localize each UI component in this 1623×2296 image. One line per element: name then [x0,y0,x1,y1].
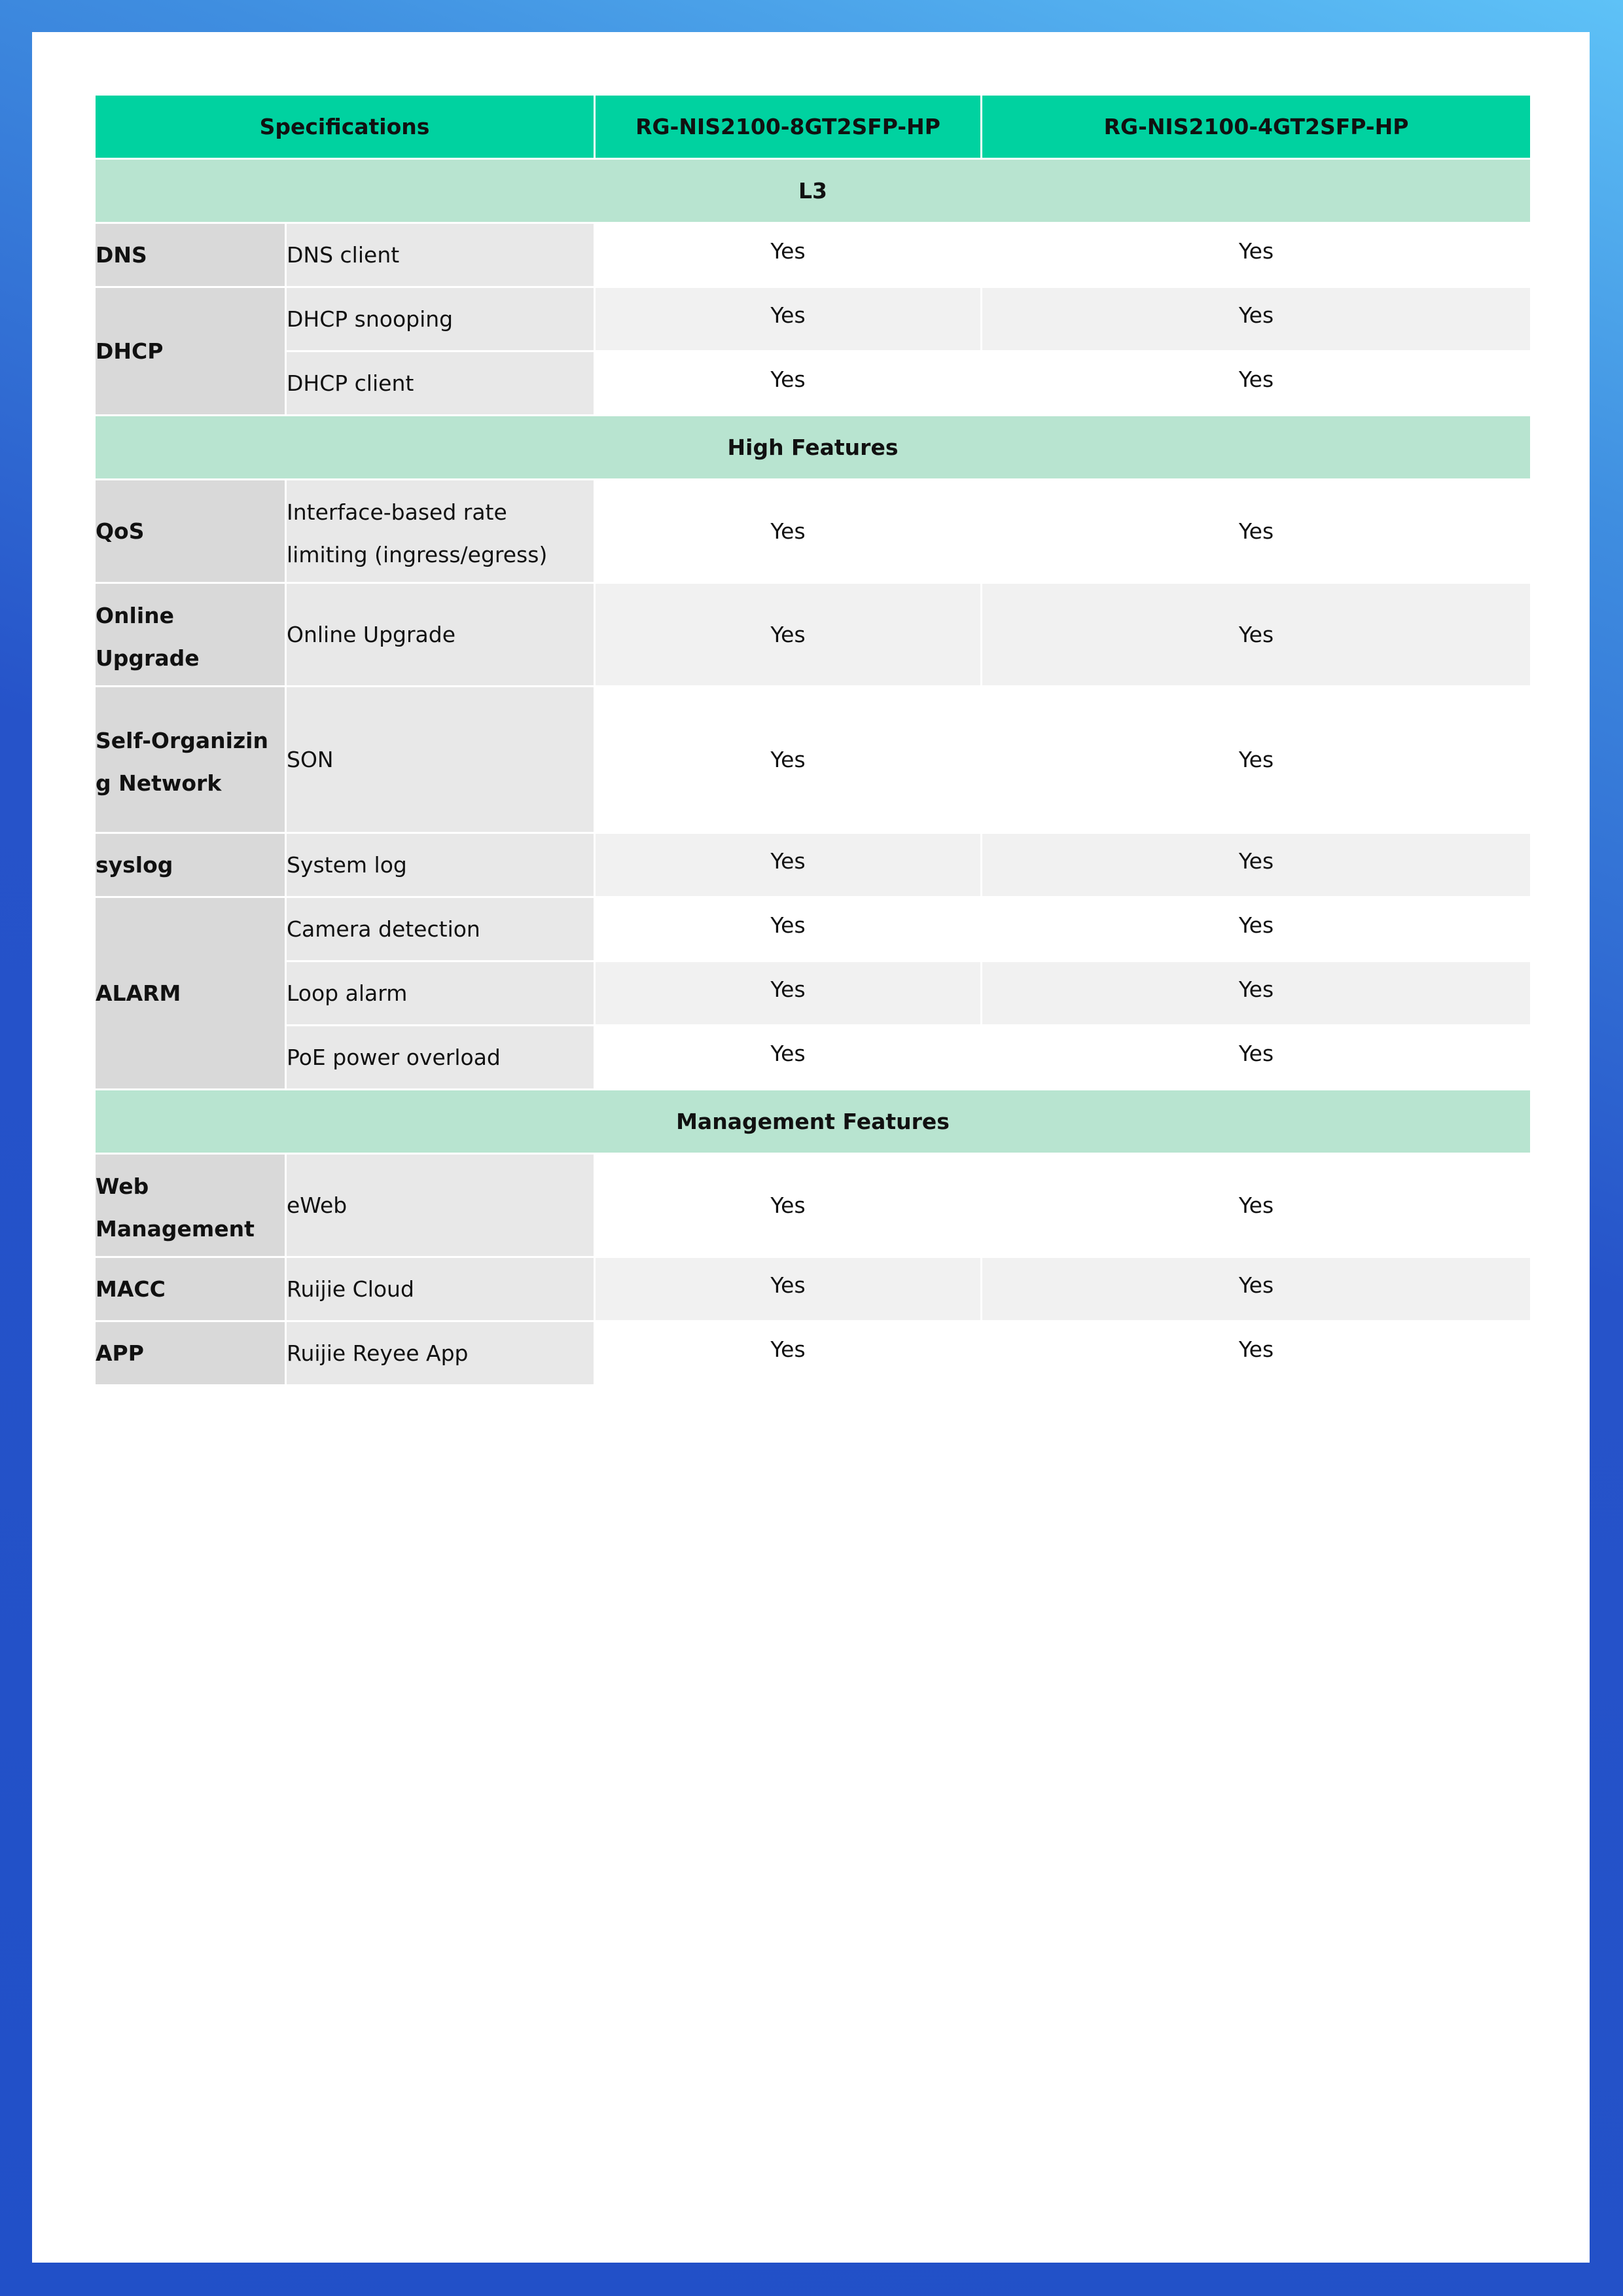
row-value-model-b: Yes [982,897,1531,961]
row-category: syslog [95,833,286,897]
section-title-management-features: Management Features [95,1090,1531,1154]
section-row [95,159,1531,223]
row-value-model-b: Yes [982,223,1531,287]
table-row [95,687,1531,833]
row-value-model-b: Yes [982,1026,1531,1090]
table-row [95,287,1531,351]
row-value-model-a: Yes [595,480,982,583]
row-value-model-b: Yes [982,1257,1531,1321]
row-feature: PoE power overload [286,1026,595,1090]
table-row [95,833,1531,897]
table-row [95,1321,1531,1386]
table-row [95,1257,1531,1321]
row-category: MACC [95,1257,286,1321]
row-value-model-b: Yes [982,351,1531,416]
section-row [95,416,1531,480]
table-row [95,1026,1531,1090]
row-feature: eWeb [286,1154,595,1257]
row-category: DHCP [95,287,286,416]
table-row [95,1154,1531,1257]
table-row [95,351,1531,416]
row-value-model-a: Yes [595,687,982,833]
row-category: APP [95,1321,286,1386]
row-category: Web Management [95,1154,286,1257]
row-category: ALARM [95,897,286,1090]
row-feature: Camera detection [286,897,595,961]
section-title-l3: L3 [95,159,1531,223]
row-feature: DHCP snooping [286,287,595,351]
row-value-model-a: Yes [595,1026,982,1090]
table-header-row [95,95,1531,159]
row-feature: SON [286,687,595,833]
row-value-model-a: Yes [595,961,982,1026]
row-category: DNS [95,223,286,287]
row-value-model-a: Yes [595,351,982,416]
row-feature: Ruijie Cloud [286,1257,595,1321]
row-category: QoS [95,480,286,583]
table-row [95,897,1531,961]
row-value-model-b: Yes [982,287,1531,351]
header-model-4gt2sfp: RG-NIS2100-4GT2SFP-HP [982,95,1531,159]
row-feature: Ruijie Reyee App [286,1321,595,1386]
specifications-table [94,94,1532,1386]
row-value-model-a: Yes [595,897,982,961]
row-value-model-b: Yes [982,961,1531,1026]
row-category: Online Upgrade [95,583,286,687]
row-feature: System log [286,833,595,897]
row-feature: DHCP client [286,351,595,416]
header-model-8gt2sfp: RG-NIS2100-8GT2SFP-HP [595,95,982,159]
header-specifications: Specifications [95,95,595,159]
row-feature: Loop alarm [286,961,595,1026]
row-feature: Online Upgrade [286,583,595,687]
section-title-high-features: High Features [95,416,1531,480]
row-value-model-a: Yes [595,1321,982,1386]
row-feature: DNS client [286,223,595,287]
row-value-model-b: Yes [982,1321,1531,1386]
row-value-model-a: Yes [595,223,982,287]
section-row [95,1090,1531,1154]
row-value-model-b: Yes [982,833,1531,897]
table-row [95,961,1531,1026]
row-category-text: Self-Organizing Network [96,727,268,796]
row-value-model-a: Yes [595,1257,982,1321]
row-feature: Interface-based rate limiting (ingress/egress) [286,480,595,583]
row-value-model-a: Yes [595,583,982,687]
row-value-model-a: Yes [595,1154,982,1257]
table-row [95,223,1531,287]
row-value-model-b: Yes [982,583,1531,687]
table-row [95,583,1531,687]
row-category [95,687,286,833]
row-value-model-b: Yes [982,480,1531,583]
row-value-model-a: Yes [595,833,982,897]
row-value-model-b: Yes [982,1154,1531,1257]
row-value-model-b: Yes [982,687,1531,833]
row-value-model-a: Yes [595,287,982,351]
table-row [95,480,1531,583]
